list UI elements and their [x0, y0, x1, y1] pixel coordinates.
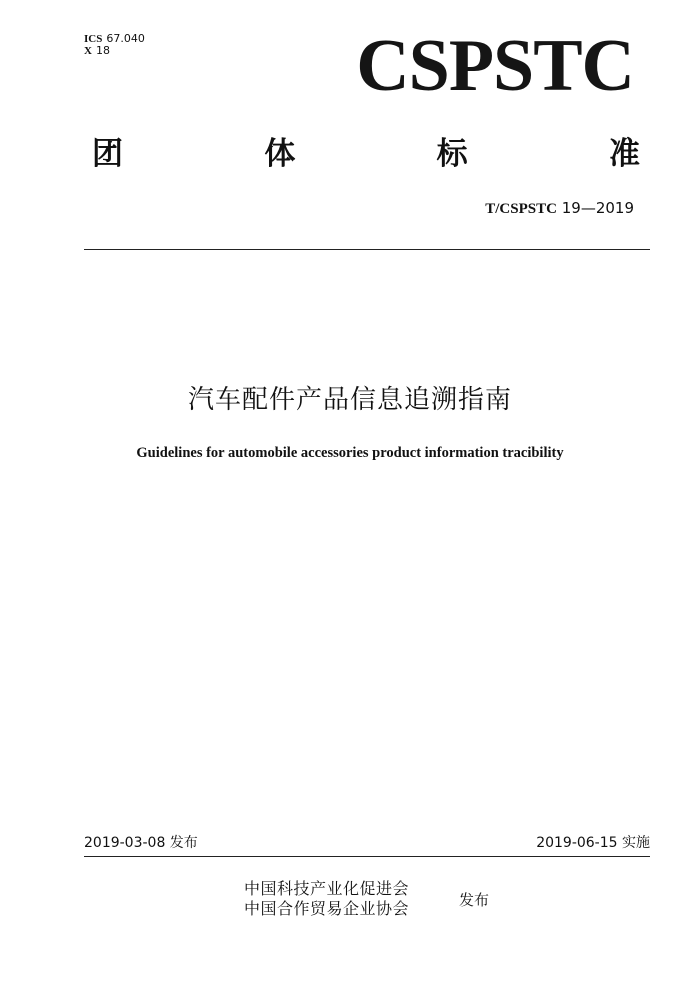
- publisher-name: 中国科技产业化促进会: [244, 879, 410, 898]
- document-title-chinese: 汽车配件产品信息追溯指南: [187, 385, 512, 415]
- standard-type-char: 团: [92, 136, 123, 172]
- standard-number: [485, 198, 634, 219]
- footer-divider: [84, 856, 650, 857]
- standard-number-prefix: T/CSPSTC: [485, 201, 557, 217]
- org-logo: CSPSTC: [356, 25, 634, 107]
- publish-label: 发布: [459, 891, 490, 909]
- standard-type-char: 标: [436, 136, 468, 172]
- ics-label: ICS: [84, 33, 103, 45]
- issue-date: 2019-03-08 发布: [84, 835, 198, 851]
- ccs-value: 18: [95, 44, 110, 57]
- date-row: [84, 833, 650, 853]
- standard-number-value: 19—2019: [561, 199, 634, 217]
- classification-codes: [84, 33, 145, 57]
- implementation-date: 2019-06-15 实施: [536, 835, 650, 851]
- standard-type-heading: [92, 134, 640, 174]
- publisher-list: [244, 879, 409, 919]
- ics-code: [84, 33, 145, 45]
- ccs-code: [84, 45, 145, 57]
- document-title-english: Guidelines for automobile accessories product information tracibility: [136, 445, 564, 461]
- standard-type-char: 准: [608, 136, 640, 172]
- standard-type-char: 体: [264, 136, 296, 172]
- publisher-name: 中国合作贸易企业协会: [244, 899, 410, 918]
- ccs-label: X: [84, 45, 92, 57]
- header-divider: [84, 249, 650, 250]
- ics-value: 67.040: [106, 32, 145, 45]
